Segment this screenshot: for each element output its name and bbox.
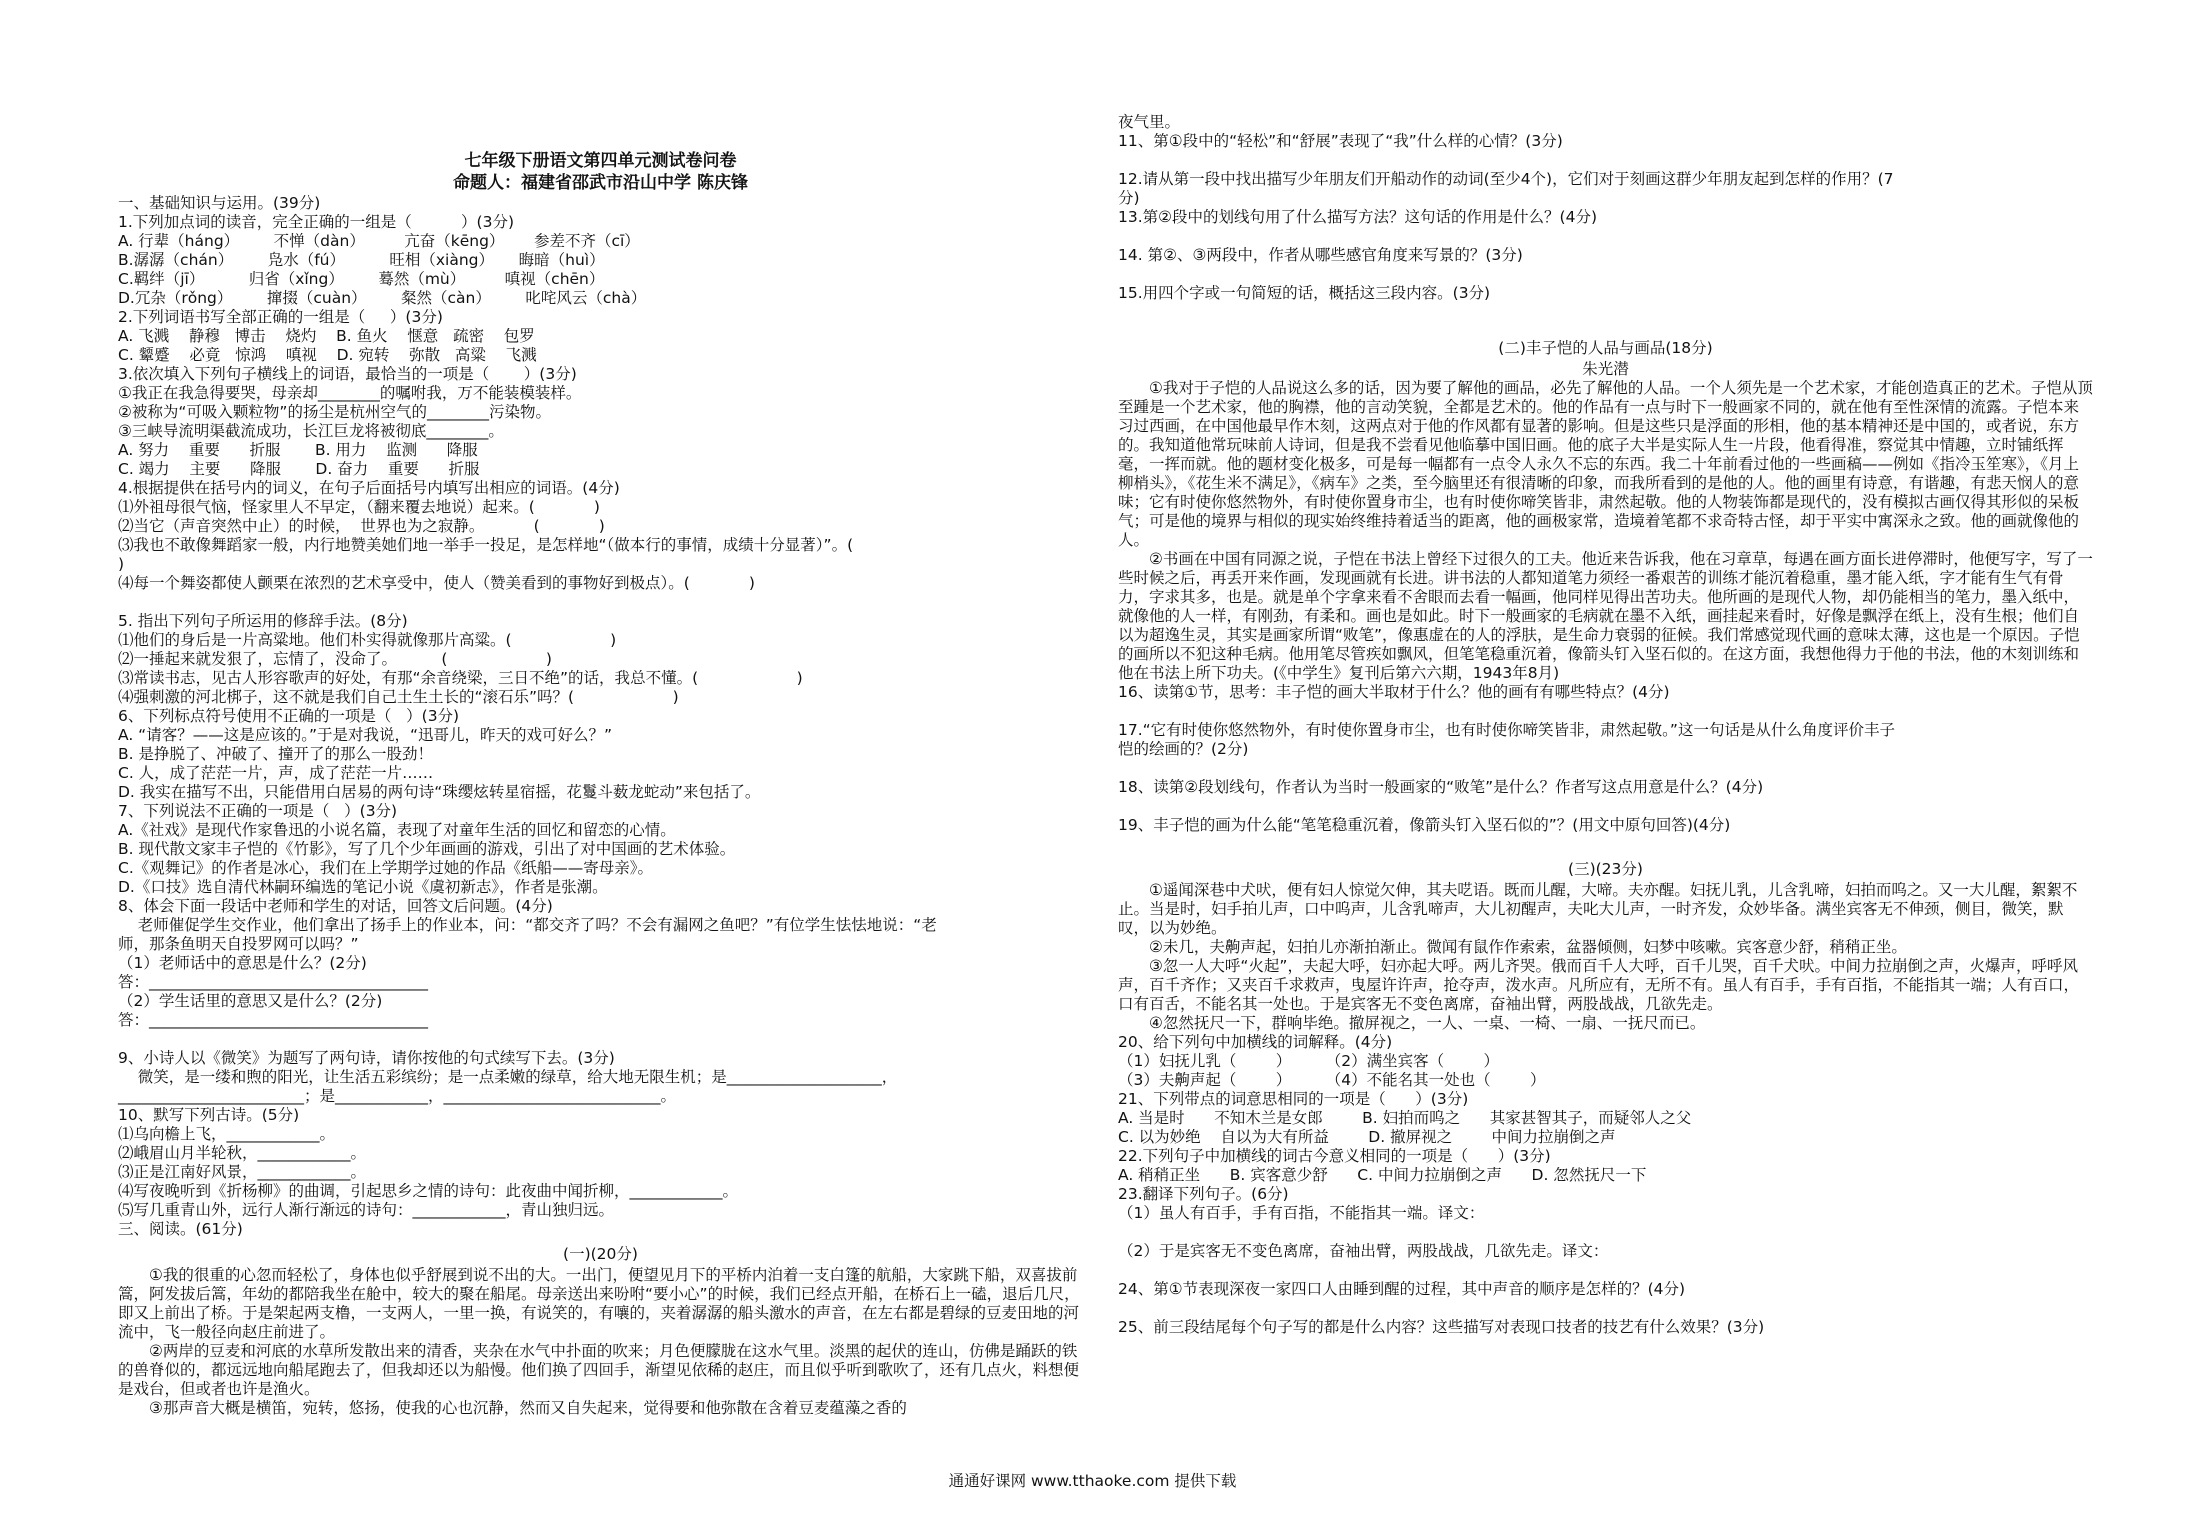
question-line: A. 当是时 不知木兰是女郎 B. 妇拍而呜之 其家甚智其子，而疑邻人之父 xyxy=(1118,1109,1692,1127)
question-line: 25、前三段结尾每个句子写的都是什么内容？这些描写对表现口技者的技艺有什么效果？(3分) xyxy=(1118,1318,1765,1336)
question-line: ⑶我也不敢像舞蹈家一般，内行地赞美她们地一举手一投足，是怎样地“（做本行的事情，成绩十分显著）”。( xyxy=(118,536,854,554)
question-line: 21、下列带点的词意思相同的一项是（ ）(3分) xyxy=(1118,1090,1469,1108)
right-top-questions xyxy=(1118,113,2093,303)
passage-paragraph: ③忽一人大呼“火起”，夫起大呼，妇亦起大呼。两儿齐哭。俄而百千人大呼，百千儿哭，百千犬吠。中间力拉崩倒之声，火爆声，呼呼风声，百千齐作；又夹百千求救声，曳屋许许声，抢夺声，泼水声。凡所应有，无所不有。虽人有百手，手有百指，不能指其一端；人有百口，口有百舌，不能名其一处也。于是宾客无不变色离席，奋袖出臂，两股战战，几欲先走。 xyxy=(1118,957,2080,1013)
question-line xyxy=(1118,1299,2093,1318)
question-line: （1）老师话中的意思是什么？(2分) xyxy=(118,954,367,972)
question-line: （2）学生话里的意思又是什么？(2分) xyxy=(118,992,383,1010)
question-line: 4.根据提供在括号内的词义，在句子后面括号内填写出相应的词语。(4分) xyxy=(118,479,620,497)
question-line: 12.请从第一段中找出描写少年朋友们开船动作的动词(至少4个)，它们对于刻画这群少年朋友起到怎样的作用？(7 xyxy=(1118,170,1894,188)
question-line: 2.下列词语书写全部正确的一组是（ ）(3分) xyxy=(118,308,443,326)
question-line: ⑴乌向檐上飞，____________。 xyxy=(118,1125,336,1143)
question-line: ③三峡导流明渠截流成功，长江巨龙将被彻底________。 xyxy=(118,422,504,440)
question-line: （3）夫齁声起（ ） （4）不能名其一处也（ ） xyxy=(1118,1071,1546,1089)
question-line: 16、读第①节，思考：丰子恺的画大半取材于什么？他的画有有哪些特点？(4分) xyxy=(1118,683,1670,701)
question-line: ⑵峨眉山月半轮秋，____________。 xyxy=(118,1144,367,1162)
question-line: 5. 指出下列句子所运用的修辞手法。(8分) xyxy=(118,612,408,630)
question-line: ⑶常读书志，见古人形容歌声的好处，有那“余音绕梁，三日不绝”的话，我总不懂。( ) xyxy=(118,669,803,687)
question-line: B. 是挣脱了、冲破了、撞开了的那么一股劲！ xyxy=(118,745,433,763)
footer-source: 通通好课网 www.tthaoke.com 提供下载 xyxy=(948,1472,1237,1490)
question-line: 10、默写下列古诗。(5分) xyxy=(118,1106,300,1124)
question-line: （1）虽人有百手，手有百指，不能指其一端。译文： xyxy=(1118,1204,1485,1222)
exam-author: 命题人：福建省邵武市沿山中学 陈庆锋 xyxy=(453,173,748,193)
question-line: ⑵一捶起来就发狠了，忘情了，没命了。 ( ) xyxy=(118,650,552,668)
question-line xyxy=(118,1030,1083,1049)
passage-paragraph: ③那声音大概是横笛，宛转，悠扬，使我的心也沉静，然而又自失起来，觉得要和他弥散在含着豆麦蕴藻之香的 xyxy=(149,1399,907,1417)
question-line: C. 竭力 主要 降服 D. 奋力 重要 折服 xyxy=(118,460,480,478)
question-line: 14. 第②、③两段中，作者从哪些感官角度来写景的？(3分) xyxy=(1118,246,1523,264)
question-line: C. 颦蹙 必竟 惊鸿 嗔视 D. 宛转 弥散 高粱 飞溅 xyxy=(118,346,537,364)
passage-paragraph: ②书画在中国有同源之说，子恺在书法上曾经下过很久的工夫。他近来告诉我，他在习章草，每遇在画方面长进停滞时，他便写字，写了一些时候之后，再丢开来作画，发现画就有长进。讲书法的人都知道笔力须经一番艰苦的训练才能沉着稳重，墨才能入纸，字才能有生气有骨力，字求其多，也是。就是单个字拿来看不舍眼而去看一幅画，他同样见得出苦功夫。他所画的是现代人物，却仍能相当的笔力，墨入纸中，就像他的人一样，有刚劲，有柔和。画也是如此。时下一般画家的毛病就在墨不入纸，画挂起来看时，好像是飘浮在纸上，没有生根；他们自以为超逸生灵，其实是画家所谓“败笔”，像惠虚在的人的浮肤，是生命力衰弱的征候。我们常感觉现代画的意味太薄，这也是一个原因。子恺的画所以不犯这种毛病。他用笔尽管疾如飘风，但笔笔稳重沉着，像箭头钉入坚石似的。在这方面，我想他得力于他的书法，他的木刻训练和他在书法上所下功夫。(《中学生》复刊后第六六期，1943年8月) xyxy=(1118,550,2093,682)
question-line: 19、丰子恺的画为什么能“笔笔稳重沉着，像箭头钉入坚石似的”？(用文中原句回答)(4分) xyxy=(1118,816,1731,834)
question-line: 3.依次填入下列句子横线上的词语，最恰当的一项是（ ）(3分) xyxy=(118,365,577,383)
passage-paragraph: ①我的很重的心忽而轻松了，身体也似乎舒展到说不出的大。一出门，便望见月下的平桥内泊着一支白篷的航船，大家跳下船，双喜拔前篙，阿发拔后篙，年幼的都陪我坐在舱中，较大的聚在船尾。母亲送出来吩咐“要小心”的时候，我们已经点开船，在桥石上一磕，退后几尺，即又上前出了桥。于是架起两支橹，一支两人，一里一换，有说笑的，有嚷的，夹着潺潺的船头激水的声音，在左右都是碧绿的豆麦田地的河流中，飞一般径向赵庄前进了。 xyxy=(118,1266,1080,1341)
question-line xyxy=(118,593,1083,612)
section2-author: 朱光潜 xyxy=(1582,360,1629,378)
right-mid-questions xyxy=(1118,683,2093,835)
section2-passage xyxy=(1118,379,2093,683)
question-line: A. 飞溅 静穆 博击 烧灼 B. 鱼火 惬意 疏密 包罗 xyxy=(118,327,535,345)
question-line: 15.用四个字或一句简短的话，概括这三段内容。(3分) xyxy=(1118,284,1491,302)
question-line: 老师催促学生交作业，他们拿出了扬手上的作业本，问：“都交齐了吗？不会有漏网之鱼吧？”有位学生怯怯地说：“老 xyxy=(118,916,937,934)
question-line: 一、基础知识与运用。(39分) xyxy=(118,194,321,212)
question-line: 答：____________________________________ xyxy=(118,973,429,991)
question-line: ⑴外祖母很气恼，怪家里人不早定，（翻来覆去地说）起来。( ) xyxy=(118,498,600,516)
question-line xyxy=(1118,151,2093,170)
section1-title: (一)(20分) xyxy=(563,1245,638,1263)
question-line: 分) xyxy=(1118,189,1140,207)
question-line: 恺的绘画的？(2分) xyxy=(1118,740,1249,758)
question-line: D.《口技》选自清代林嗣环编选的笔记小说《虞初新志》，作者是张潮。 xyxy=(118,878,608,896)
section3-passage xyxy=(1118,881,2093,1033)
section3-title: (三)(23分) xyxy=(1568,860,1643,878)
question-line: 11、第①段中的“轻松”和“舒展”表现了“我”什么样的心情？(3分) xyxy=(1118,132,1563,150)
question-line: （2）于是宾客无不变色离席，奋袖出臂，两股战战，几欲先走。译文： xyxy=(1118,1242,1609,1260)
question-line: ⑴他们的身后是一片高粱地。他们朴实得就像那片高粱。( ) xyxy=(118,631,617,649)
question-line: C.《观舞记》的作者是冰心，我们在上学期学过她的作品《纸船——寄母亲》。 xyxy=(118,859,654,877)
question-line: 师，那条鱼明天自投罗网可以吗？” xyxy=(118,935,359,953)
question-line: D. 我实在描写不出，只能借用白居易的两句诗“珠缨炫转星宿摇，花鬘斗薮龙蛇动”来包括了。 xyxy=(118,783,761,801)
exam-title: 七年级下册语文第四单元测试卷问卷 xyxy=(464,151,737,171)
question-line: ________________________；是____________，____________________________。 xyxy=(118,1087,677,1105)
question-line: ⑷强刺激的河北梆子，这不就是我们自己土生土长的“滚石乐”吗？( ) xyxy=(118,688,679,706)
question-line: （1）妇抚儿乳（ ） （2）满坐宾客（ ） xyxy=(1118,1052,1500,1070)
passage-paragraph: ①遥闻深巷中犬吠，便有妇人惊觉欠伸，其夫呓语。既而儿醒，大啼。夫亦醒。妇抚儿乳，儿含乳啼，妇拍而呜之。又一大儿醒，絮絮不止。当是时，妇手拍儿声，口中呜声，儿含乳啼声，大儿初醒声，夫叱大儿声，一时齐发，众妙毕备。满坐宾客无不伸颈，侧目，微笑，默叹，以为妙绝。 xyxy=(1118,881,2078,937)
question-line: 微笑，是一缕和煦的阳光，让生活五彩缤纷；是一点柔嫩的绿草，给大地无限生机；是____________________， xyxy=(118,1068,898,1086)
question-line: 23.翻译下列句子。(6分) xyxy=(1118,1185,1289,1203)
question-line xyxy=(1118,1261,2093,1280)
question-line: A.《社戏》是现代作家鲁迅的小说名篇，表现了对童年生活的回忆和留恋的心情。 xyxy=(118,821,676,839)
question-line: 24、第①节表现深夜一家四口人由睡到醒的过程，其中声音的顺序是怎样的？(4分) xyxy=(1118,1280,1686,1298)
left-column xyxy=(118,150,1083,1418)
left-question-list xyxy=(118,194,1083,1239)
question-line: 三、阅读。(61分) xyxy=(118,1220,243,1238)
question-line: 7、下列说法不正确的一项是（ ）(3分) xyxy=(118,802,398,820)
question-line: 夜气里。 xyxy=(1118,113,1181,131)
question-line: ②被称为“可吸入颗粒物”的扬尘是杭州空气的________污染物。 xyxy=(118,403,551,421)
section1-passage xyxy=(118,1266,1083,1418)
passage-paragraph: ②两岸的豆麦和河底的水草所发散出来的清香，夹杂在水气中扑面的吹来；月色便朦胧在这水气里。淡黑的起伏的连山，仿佛是踊跃的铁的兽脊似的，都远远地向船尾跑去了，但我却还以为船慢。他们换了四回手，渐望见依稀的赵庄，而且似乎听到歌吹了，还有几点火，料想便是戏台，但或者也许是渔火。 xyxy=(118,1342,1080,1398)
question-line: ①我正在我急得要哭，母亲却________的嘱咐我，万不能装模装样。 xyxy=(118,384,582,402)
question-line: 8、体会下面一段话中老师和学生的对话，回答文后问题。(4分) xyxy=(118,897,553,915)
passage-paragraph: ④忽然抚尺一下，群响毕绝。撤屏视之，一人、一桌、一椅、一扇、一抚尺而已。 xyxy=(1149,1014,1706,1032)
passage-paragraph: ①我对于子恺的人品说这么多的话，因为要了解他的画品，必先了解他的人品。一个人须先是一个艺术家，才能创造真正的艺术。子恺从顶至踵是一个艺术家，他的胸襟，他的言动笑貌，全都是艺术的。他的作品有一点与时下一般画家不同的，就在他有至性深情的流露。子恺本来习过西画，在中国他最早作木刻，这两点对于他的作风都有显著的影响。但是这些只是浮面的形相，他的基本精神还是中国的，或者说，东方的。我知道他常玩味前人诗词，但是我不尝看见他临摹中国旧画。他的底子大半是实际人生一片段，他看得准，察觉其中情趣，立时铺纸挥毫，一挥而就。他的题材变化极多，可是每一幅都有一点令人永久不忘的东西。我二十年前看过他的一些画稿——例如《指冷玉笙寒》，《月上柳梢头》，《花生米不满足》，《病车》之类，至今脑里还有很清晰的印象，而我所看到的是他的人。他的画里有诗意，有谐趣，有悲天悯人的意味；它有时使你悠然物外，有时使你置身市尘，也有时使你啼笑皆非，肃然起敬。他的人物装饰都是现代的，没有模拟古画仅得其形似的呆板气；可是他的境界与相似的现实始终维持着适当的距离，他的画极家常，造境着笔都不求奇特古怪，却于平实中寓深永之致。他的画就像他的人。 xyxy=(1118,379,2093,549)
question-line: ⑶正是江南好风景，____________。 xyxy=(118,1163,367,1181)
question-line: ⑸写几重青山外，远行人渐行渐远的诗句：____________，青山独归远。 xyxy=(118,1201,615,1219)
question-line: 1.下列加点词的读音，完全正确的一组是（ ）(3分) xyxy=(118,213,515,231)
question-line xyxy=(1118,227,2093,246)
question-line: C. 以为妙绝 自以为大有所益 D. 撤屏视之 中间力拉崩倒之声 xyxy=(1118,1128,1616,1146)
passage-paragraph: ②未几，夫齁声起，妇拍儿亦渐拍渐止。微闻有鼠作作索索，盆器倾侧，妇梦中咳嗽。宾客意少舒，稍稍正坐。 xyxy=(1149,938,1907,956)
right-bottom-questions xyxy=(1118,1033,2093,1337)
question-line: 20、给下列句中加横线的词解释。(4分) xyxy=(1118,1033,1393,1051)
section2-title: (二)丰子恺的人品与画品(18分) xyxy=(1498,339,1713,357)
question-line: ⑷写夜晚听到《折杨柳》的曲调，引起思乡之情的诗句：此夜曲中闻折柳，____________。 xyxy=(118,1182,739,1200)
question-line: C. 人，成了茫茫一片，声，成了茫茫一片…… xyxy=(118,764,434,782)
question-line: ⑷每一个舞姿都使人颤栗在浓烈的艺术享受中，使人（赞美看到的事物好到极点）。( ) xyxy=(118,574,755,592)
question-line xyxy=(1118,1223,2093,1242)
question-line: A. 稍稍正坐 B. 宾客意少舒 C. 中间力拉崩倒之声 D. 忽然抚尺一下 xyxy=(1118,1166,1647,1184)
question-line: 17.“它有时使你悠然物外，有时使你置身市尘，也有时使你啼笑皆非，肃然起敬。”这一句话是从什么角度评价丰子 xyxy=(1118,721,1895,739)
question-line: B.潺潺（chán） 凫水（fú） 旺相（xiàng） 晦暗（huì） xyxy=(118,251,605,269)
question-line: A. “请客？——这是应该的。”于是对我说，“迅哥儿，昨天的戏可好么？” xyxy=(118,726,613,744)
question-line xyxy=(1118,702,2093,721)
question-line: 22.下列句子中加横线的词古今意义相同的一项是（ ）(3分) xyxy=(1118,1147,1551,1165)
question-line: C.羁绊（jī） 归省（xǐng） 蓦然（mù） 嗔视（chēn） xyxy=(118,270,605,288)
question-line: 13.第②段中的划线句用了什么描写方法？这句话的作用是什么？(4分) xyxy=(1118,208,1598,226)
question-line: A. 行辈（háng） 不惮（dàn） 亢奋（kēng） 参差不齐（cī） xyxy=(118,232,640,250)
question-line: 答：____________________________________ xyxy=(118,1011,429,1029)
question-line: ⑵当它（声音突然中止）的时候， 世界也为之寂静。 ( ) xyxy=(118,517,605,535)
question-line xyxy=(1118,797,2093,816)
question-line: 18、读第②段划线句，作者认为当时一般画家的“败笔”是什么？作者写这点用意是什么？(4分) xyxy=(1118,778,1764,796)
question-line: B. 现代散文家丰子恺的《竹影》，写了几个少年画画的游戏，引出了对中国画的艺术体验。 xyxy=(118,840,736,858)
question-line: 6、下列标点符号使用不正确的一项是（ ）(3分) xyxy=(118,707,460,725)
question-line xyxy=(1118,759,2093,778)
question-line xyxy=(1118,265,2093,284)
question-line: ) xyxy=(118,555,125,573)
question-line: D.冗杂（rǒng） 撺掇（cuàn） 粲然（càn） 叱咤风云（chà） xyxy=(118,289,647,307)
question-line: 9、小诗人以《微笑》为题写了两句诗，请你按他的句式续写下去。(3分) xyxy=(118,1049,615,1067)
right-column xyxy=(1118,113,2093,1337)
question-line: A. 努力 重要 折服 B. 用力 监测 降服 xyxy=(118,441,478,459)
